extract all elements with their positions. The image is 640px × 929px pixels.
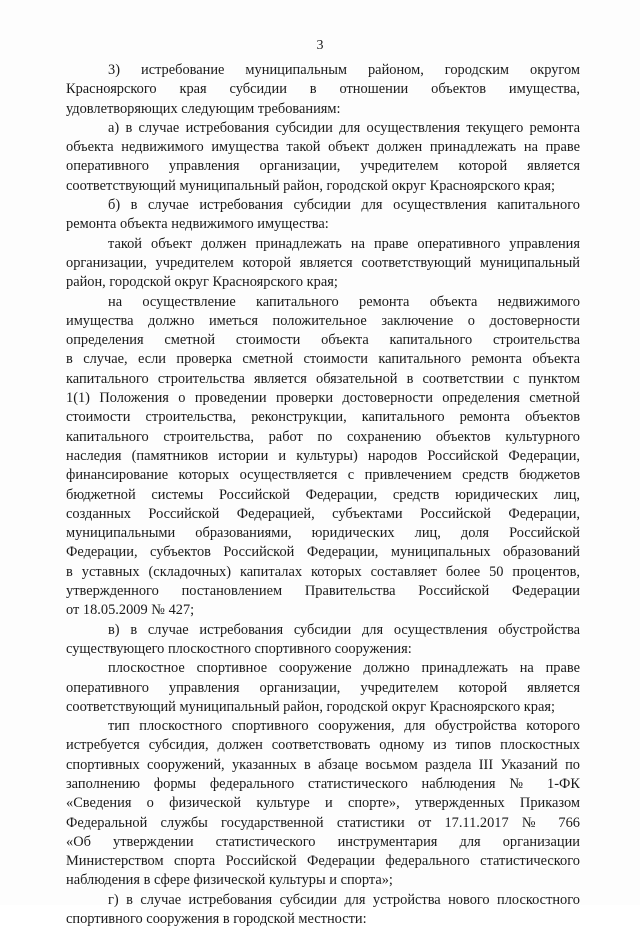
text-line: имущества должно иметься положительное заключение о достоверности xyxy=(66,312,580,329)
text-line: объекта недвижимого имущества такой объект должен принадлежать на праве xyxy=(66,139,580,156)
text-line: плоскостное спортивное сооружение должно принадлежать на праве xyxy=(108,660,580,677)
text-line: Министерством спорта Российской Федерации федерального статистического xyxy=(66,853,580,870)
text-line: оперативного управления организации, учредителем которой является xyxy=(66,158,580,175)
text-line: «Сведения о физической культуре и спорте», утвержденных Приказом xyxy=(66,795,580,812)
text-line: 1(1) Положения о проведении проверки достоверности определения сметной xyxy=(66,390,580,407)
text-line: определения сметной стоимости объекта капитального строительства xyxy=(66,332,580,349)
text-line: оперативного управления организации, учредителем которой является xyxy=(66,679,580,696)
text-line: Красноярского края субсидии в отношении объектов имущества, xyxy=(66,81,580,98)
text-line: спортивного сооружения в городской местности: xyxy=(66,911,367,928)
text-line: наследия (памятников истории и культуры) народов Российской Федерации, xyxy=(66,447,580,464)
text-line: соответствующий муниципальный район, городской округ Красноярского края; xyxy=(66,177,555,194)
text-line: в случае, если проверка сметной стоимости капитального ремонта объекта xyxy=(66,351,580,368)
text-line: Федеральной службы государственной статистики от 17.11.2017 № 766 xyxy=(66,814,580,831)
text-line: в уставных (складочных) капиталах которых составляет более 50 процентов, xyxy=(66,563,580,580)
text-line: бюджетной системы Российской Федерации, средств юридических лиц, xyxy=(66,486,580,503)
text-line: 3) истребование муниципальным районом, городским округом xyxy=(108,62,580,78)
text-line: «Об утверждении статистического инструментария для организации xyxy=(66,833,580,850)
text-line: Федерации, субъектов Российской Федерации, муниципальных образований xyxy=(66,544,580,561)
text-line: спортивных сооружений, указанных в абзаце восьмом раздела III Указаний по xyxy=(66,756,580,773)
text-line: а) в случае истребования субсидии для осуществления текущего ремонта xyxy=(108,119,580,136)
text-line: в) в случае истребования субсидии для осуществления обустройства xyxy=(108,621,580,638)
page-number: 3 xyxy=(316,38,324,53)
text-line: г) в случае истребования субсидии для устройства нового плоскостного xyxy=(108,891,580,908)
text-line: созданных Российской Федерацией, субъектами Российской Федерации, xyxy=(66,505,580,522)
text-line: тип плоскостного спортивного сооружения, для обустройства которого xyxy=(108,718,580,735)
text-line: капитального строительства является обязательной в соответствии с пунктом xyxy=(66,370,580,387)
text-line: стоимости строительства, реконструкции, капитального ремонта объектов xyxy=(66,409,580,426)
text-line: заполнению формы федерального статистического наблюдения № 1-ФК xyxy=(66,775,580,792)
text-line: ремонта объекта недвижимого имущества: xyxy=(66,216,329,233)
text-line: от 18.05.2009 № 427; xyxy=(66,602,195,619)
text-line: существующего плоскостного спортивного сооружения: xyxy=(66,640,412,657)
text-line: район, городской округ Красноярского края; xyxy=(66,274,338,291)
text-line: наблюдения в сфере физической культуры и спорта»; xyxy=(66,872,393,889)
text-line: удовлетворяющих следующим требованиям: xyxy=(66,100,341,117)
text-line: капитального строительства, работ по сохранению объектов культурного xyxy=(66,428,580,445)
text-line: на осуществление капитального ремонта объекта недвижимого xyxy=(108,293,580,310)
text-line: муниципальными образованиями, юридических лиц, доля Российской xyxy=(66,525,580,542)
text-line: б) в случае истребования субсидии для осуществления капитального xyxy=(108,197,580,214)
text-line: такой объект должен принадлежать на праве оперативного управления xyxy=(108,235,580,252)
text-line: утвержденного постановлением Правительства Российской Федерации xyxy=(66,583,580,600)
text-line: организации, учредителем которой является соответствующий муниципальный xyxy=(66,254,580,271)
text-line: истребуется субсидия, должен соответствовать одному из типов плоскостных xyxy=(66,737,580,754)
text-line: финансирование которых осуществляется с привлечением средств бюджетов xyxy=(66,467,580,484)
text-line: соответствующий муниципальный район, городской округ Красноярского края; xyxy=(66,698,555,715)
document-body xyxy=(66,61,580,929)
